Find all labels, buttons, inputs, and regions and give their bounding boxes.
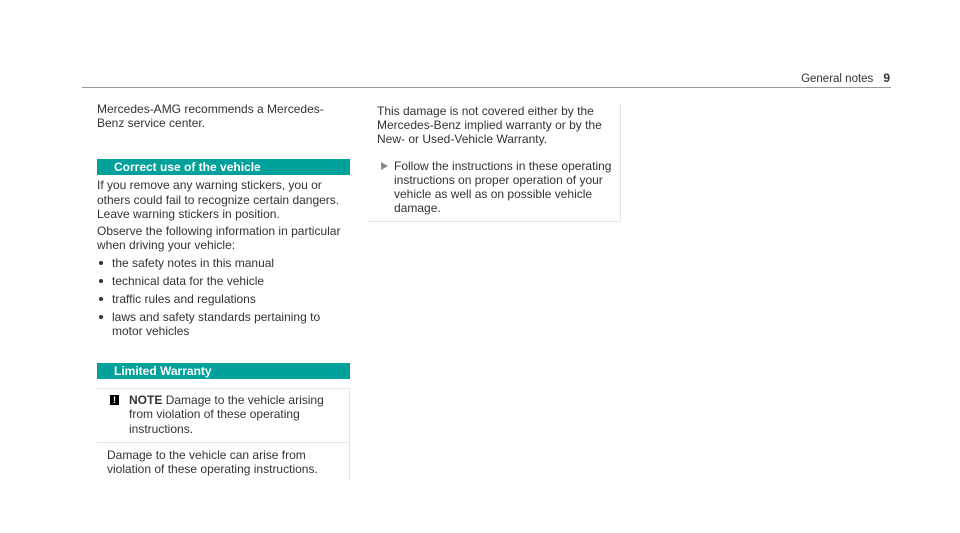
right-column <box>367 104 620 222</box>
note-continuation-box <box>367 104 621 222</box>
warranty-heading: Limited Warranty <box>97 363 350 379</box>
bullet-icon <box>99 279 103 283</box>
note-header <box>97 389 349 442</box>
instruction-text: Follow the instructions in these operating instructions on proper operation of your vehicle as well as on possible vehicle damage. <box>394 158 612 216</box>
left-column <box>97 102 350 480</box>
bullet-icon <box>99 315 103 319</box>
bullet-icon <box>99 261 103 265</box>
instruction-step <box>377 159 620 216</box>
correct-use-para2: Observe the following information in particular when driving your vehicle: <box>97 224 341 253</box>
note-label: NOTE <box>129 393 163 408</box>
usage-list <box>97 256 350 338</box>
list-item: laws and safety standards pertaining to motor vehicles <box>97 310 350 338</box>
list-item: the safety notes in this manual <box>97 256 350 270</box>
correct-use-para1: If you remove any warning stickers, you or others could fail to recognize certain dangers. Leave warning stickers in position. <box>97 178 340 221</box>
section-title: General notes <box>801 73 874 85</box>
list-item: traffic rules and regulations <box>97 292 350 306</box>
correct-use-heading: Correct use of the vehicle <box>97 159 350 175</box>
page-number: 9 <box>883 71 890 85</box>
intro-text: Mercedes-AMG recommends a Mercedes-Benz service center. <box>97 102 324 131</box>
list-item: technical data for the vehicle <box>97 274 350 288</box>
bullet-icon <box>99 297 103 301</box>
triangle-arrow-icon <box>381 162 388 170</box>
note-heading: NOTE Damage to the vehicle arising from violation of these operating instructions. <box>129 393 324 436</box>
warranty-continued: This damage is not covered either by the Mercedes-Benz implied warranty or by the New- or Used-Vehicle Warranty. <box>377 104 602 147</box>
note-body: Damage to the vehicle can arise from violation of these operating instructions. <box>107 447 318 477</box>
page-header <box>801 71 890 85</box>
warning-icon: ! <box>110 395 119 405</box>
header-rule <box>82 87 891 88</box>
note-box <box>97 388 350 480</box>
